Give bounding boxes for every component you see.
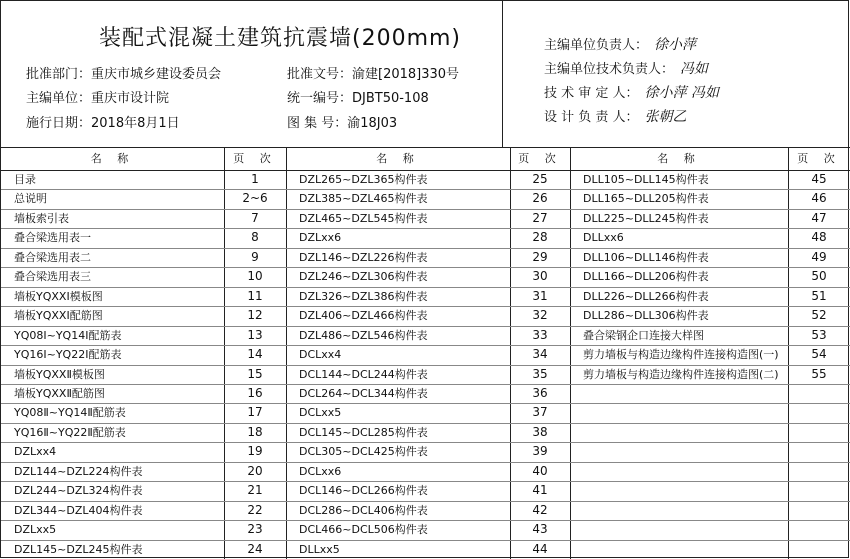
- entry-page: 23: [247, 522, 263, 537]
- row-rule: [570, 403, 850, 404]
- entry-name: DZL144~DZL224构件表: [14, 464, 143, 478]
- entry-name: DLLxx6: [583, 231, 624, 245]
- entry-page: 32: [532, 308, 548, 323]
- entry-name: 叠合梁选用表二: [14, 250, 91, 264]
- entry-name: 叠合梁钢企口连接大样图: [583, 328, 704, 342]
- entry-page: 28: [532, 230, 548, 245]
- entry-name: DCL146~DCL266构件表: [299, 484, 428, 498]
- entry-name: DLLxx5: [299, 542, 340, 556]
- entry-name: DZL145~DZL245构件表: [14, 542, 143, 556]
- entry-name: DCL286~DCL406构件表: [299, 503, 428, 517]
- entry-page: 52: [811, 308, 827, 323]
- responsibility-line: [544, 82, 719, 102]
- responsibility-line: [544, 34, 696, 54]
- entry-page: 37: [532, 405, 548, 420]
- entry-page: 38: [532, 424, 548, 439]
- entry-name: DZL486~DZL546构件表: [299, 328, 428, 342]
- responsibility-label: 主编单位负责人：: [544, 38, 649, 53]
- header-name: 名 称: [657, 152, 701, 165]
- row-rule: [570, 520, 850, 521]
- entry-page: 43: [532, 522, 548, 537]
- entry-name: DZL406~DZL466构件表: [299, 309, 428, 323]
- header-name: 名 称: [90, 152, 135, 165]
- responsibility-label: 主编单位技术负责人：: [544, 62, 675, 77]
- entry-name: DZL265~DZL365构件表: [299, 173, 428, 186]
- entry-page: 14: [247, 347, 263, 362]
- signature: 徐小萍: [654, 37, 697, 53]
- entry-page: 40: [532, 463, 548, 478]
- entry-name: DCLxx5: [299, 406, 342, 420]
- atlas-no: 图 集 号：渝18J03: [287, 116, 398, 131]
- entry-name: DCLxx6: [299, 464, 342, 478]
- entry-name: DCL466~DCL506构件表: [299, 523, 428, 537]
- entry-name: DCL144~DCL244构件表: [299, 367, 428, 381]
- entry-name: YQ08Ⅱ~YQ14Ⅱ配筋表: [14, 406, 126, 420]
- entry-name: 目录: [14, 173, 36, 186]
- row-rule: [570, 462, 850, 463]
- entry-page: 12: [247, 308, 263, 323]
- row-rule: [570, 481, 850, 482]
- entry-page: 27: [532, 210, 548, 225]
- entry-page: 30: [532, 269, 548, 284]
- entry-page: 51: [811, 288, 827, 303]
- entry-name: DCL305~DCL425构件表: [299, 445, 428, 459]
- approval-dept: 批准部门：重庆市城乡建设委员会: [26, 67, 222, 82]
- header-page: 页 次: [518, 152, 562, 165]
- entry-page: 11: [247, 288, 263, 303]
- entry-name: 墙板索引表: [14, 211, 69, 225]
- entry-name: DZLxx6: [299, 231, 342, 245]
- entry-page: 9: [251, 249, 259, 264]
- entry-name: 墙板YQXXⅡ配筋图: [14, 386, 105, 400]
- title-block: [1, 1, 850, 148]
- entry-page: 50: [811, 269, 827, 284]
- entry-page: 33: [532, 327, 548, 342]
- entry-page: 34: [532, 347, 548, 362]
- header-divider: [502, 1, 503, 148]
- entry-name: YQ08Ⅰ~YQ14Ⅰ配筋表: [14, 328, 122, 342]
- unified-no: 统一编号：DJBT50-108: [287, 91, 429, 106]
- entry-name: 墙板YQXXⅠ模板图: [14, 289, 103, 303]
- header-page: 页 次: [797, 152, 841, 165]
- entry-page: 26: [532, 191, 548, 206]
- entry-name: DCL145~DCL285构件表: [299, 425, 428, 439]
- entry-name: YQ16Ⅱ~YQ22Ⅱ配筋表: [14, 425, 126, 439]
- document-title: 装配式混凝土建筑抗震墙(200mm): [99, 26, 462, 51]
- entry-name: DLL286~DLL306构件表: [583, 309, 709, 323]
- entry-page: 55: [811, 366, 827, 381]
- entry-name: DLL105~DLL145构件表: [583, 173, 709, 186]
- responsibility-label: 技 术 审 定 人：: [544, 86, 639, 101]
- entry-name: DZL326~DZL386构件表: [299, 289, 428, 303]
- approval-doc-no: 批准文号：渝建[2018]330号: [287, 67, 460, 82]
- entry-page: 19: [247, 444, 263, 459]
- entry-page: 10: [247, 269, 263, 284]
- entry-page: 25: [532, 172, 548, 186]
- entry-name: 剪力墙板与构造边缘构件连接构造图(二): [583, 367, 779, 381]
- entry-name: DLL106~DLL146构件表: [583, 250, 709, 264]
- entry-name: 总说明: [14, 192, 47, 206]
- header-page: 页 次: [233, 152, 277, 165]
- row-rule: [570, 423, 850, 424]
- contents-table: [1, 148, 850, 559]
- entry-page: 7: [251, 210, 259, 225]
- entry-name: DCL264~DCL344构件表: [299, 386, 428, 400]
- entry-name: 叠合梁选用表一: [14, 231, 91, 245]
- entry-name: 剪力墙板与构造边缘构件连接构造图(一): [583, 348, 779, 362]
- row-rule: [570, 442, 850, 443]
- entry-page: 18: [247, 424, 263, 439]
- entry-page: 29: [532, 249, 548, 264]
- entry-page: 53: [811, 327, 827, 342]
- entry-name: DZL146~DZL226构件表: [299, 250, 428, 264]
- entry-page: 17: [247, 405, 263, 420]
- effective-date: 施行日期：2018年8月1日: [26, 116, 180, 131]
- signature: 张朝乙: [644, 109, 687, 125]
- entry-name: 墙板YQXXⅠ配筋图: [14, 309, 103, 323]
- signature: 冯如: [680, 61, 709, 77]
- entry-name: DZL385~DZL465构件表: [299, 192, 428, 206]
- entry-name: DZL465~DZL545构件表: [299, 211, 428, 225]
- entry-page: 46: [811, 191, 827, 206]
- entry-name: DLL166~DLL206构件表: [583, 270, 709, 284]
- row-rule: [570, 501, 850, 502]
- responsibility-line: [544, 106, 687, 126]
- entry-page: 42: [532, 502, 548, 517]
- entry-name: 叠合梁选用表三: [14, 270, 91, 284]
- entry-page: 36: [532, 385, 548, 400]
- entry-page: 49: [811, 249, 827, 264]
- header-name: 名 称: [376, 152, 420, 165]
- entry-page: 1: [251, 172, 259, 186]
- entry-page: 47: [811, 210, 827, 225]
- entry-page: 2~6: [242, 191, 268, 206]
- entry-page: 8: [251, 230, 259, 245]
- entry-page: 22: [247, 502, 263, 517]
- entry-name: DLL225~DLL245构件表: [583, 211, 709, 225]
- responsibility-label: 设 计 负 责 人：: [544, 110, 639, 125]
- entry-page: 13: [247, 327, 263, 342]
- entry-name: DZL244~DZL324构件表: [14, 484, 143, 498]
- entry-name: DCLxx4: [299, 348, 342, 362]
- responsibility-line: [544, 58, 708, 78]
- entry-page: 21: [247, 483, 263, 498]
- entry-page: 35: [532, 366, 548, 381]
- entry-name: 墙板YQXXⅡ模板图: [14, 367, 105, 381]
- entry-name: YQ16Ⅰ~YQ22Ⅰ配筋表: [14, 348, 122, 362]
- entry-page: 39: [532, 444, 548, 459]
- entry-name: DZL344~DZL404构件表: [14, 503, 143, 517]
- editor-unit: 主编单位：重庆市设计院: [26, 91, 170, 106]
- entry-page: 45: [811, 172, 827, 186]
- row-rule: [570, 540, 850, 541]
- entry-page: 16: [247, 385, 263, 400]
- entry-page: 24: [247, 541, 263, 556]
- entry-name: DZLxx5: [14, 523, 57, 537]
- entry-page: 20: [247, 463, 263, 478]
- entry-name: DZLxx4: [14, 445, 57, 459]
- entry-page: 44: [532, 541, 548, 556]
- entry-page: 48: [811, 230, 827, 245]
- row-rule: [570, 384, 850, 385]
- entry-name: DLL226~DLL266构件表: [583, 289, 709, 303]
- entry-page: 31: [532, 288, 548, 303]
- signature: 徐小萍 冯如: [644, 85, 719, 101]
- entry-name: DLL165~DLL205构件表: [583, 192, 709, 206]
- entry-page: 41: [532, 483, 548, 498]
- entry-name: DZL246~DZL306构件表: [299, 270, 428, 284]
- entry-page: 54: [811, 347, 827, 362]
- entry-page: 15: [247, 366, 263, 381]
